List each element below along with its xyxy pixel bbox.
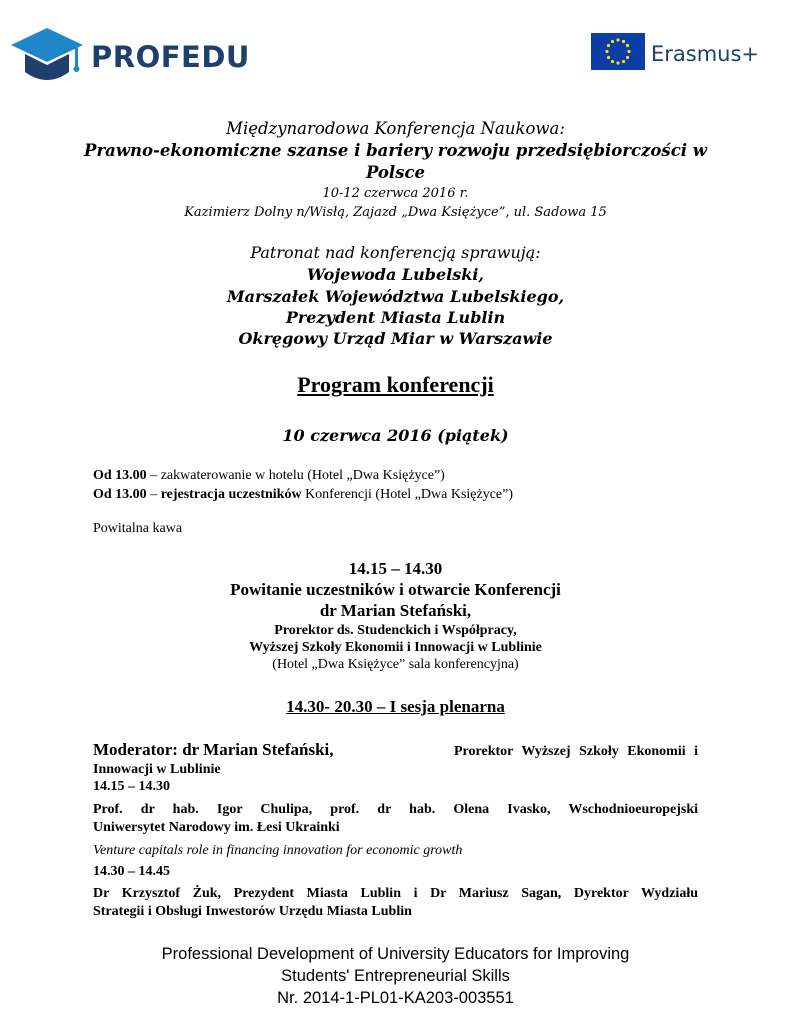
opening-role2: Wyższej Szkoły Ekonomii i Innowacji w Lublinie [249, 640, 542, 655]
profedu-logo [11, 28, 261, 84]
moderator-line [93, 740, 698, 762]
talk-authors-cont: Uniwersytet Narodowy im. Łesi Ukrainki [93, 820, 340, 835]
conference-intro: Międzynarodowa Konferencja Naukowa: [226, 119, 565, 138]
talk-authors: Prof. dr hab. Igor Chulipa, prof. dr hab. Olena Ivasko, Wschodnioeuropejski [93, 802, 698, 817]
erasmus-logo [591, 33, 781, 73]
patronage-intro: Patronat nad konferencją sprawują: [250, 243, 541, 262]
moderator-role: Prorektor Wyższej Szkoły Ekonomii i [454, 744, 698, 759]
day-heading: 10 czerwca 2016 (piątek) [282, 426, 509, 445]
welcome-coffee: Powitalna kawa [93, 521, 183, 536]
opening-role1: Prorektor ds. Studenckich i Współpracy, [274, 623, 517, 638]
talk-time: 14.30 – 14.45 [93, 864, 170, 879]
patron-item: Marszałek Województwa Lubelskiego, [226, 287, 565, 306]
erasmus-logo-text: Erasmus+ [651, 42, 760, 66]
footer-line1: Professional Development of University Educators for Improving [161, 945, 630, 963]
opening-location: (Hotel „Dwa Księżyce” sala konferencyjna) [272, 657, 519, 672]
program-heading: Program konferencji [297, 372, 494, 397]
moderator-role-cont: Innowacji w Lublinie [93, 762, 221, 777]
conference-venue: Kazimierz Dolny n/Wisłą, Zajazd „Dwa Księżyce”, ul. Sadowa 15 [184, 205, 607, 220]
eu-flag-icon [591, 33, 645, 70]
footer-line2: Students' Entrepreneurial Skills [281, 967, 510, 985]
footer-line3: Nr. 2014-1-PL01-KA203-003551 [277, 989, 514, 1007]
conference-title-line1: Prawno-ekonomiczne szanse i bariery rozwoju przedsiębiorczości w [84, 141, 707, 160]
talk-time: 14.15 – 14.30 [93, 779, 170, 794]
patron-item: Wojewoda Lubelski, [307, 265, 484, 284]
talk-authors: Dr Krzysztof Żuk, Prezydent Miasta Lublin i Dr Mariusz Sagan, Dyrektor Wydziału [93, 886, 698, 901]
moderator-label: Moderator: dr Marian Stefański, [93, 740, 334, 759]
arrival-time: Od 13.00 [93, 468, 147, 483]
talk-title: Venture capitals role in financing innovation for economic growth [93, 843, 463, 858]
conference-title-line2: Polsce [365, 163, 426, 182]
opening-time: 14.15 – 14.30 [348, 559, 443, 578]
patron-item: Okręgowy Urząd Miar w Warszawie [238, 329, 553, 348]
opening-speaker: dr Marian Stefański, [319, 601, 472, 620]
arrival-line: Od 13.00 – zakwaterowanie w hotelu (Hotel „Dwa Księżyce”) [93, 468, 445, 483]
talk-authors-cont: Strategii i Obsługi Inwestorów Urzędu Miasta Lublin [93, 904, 412, 919]
opening-title: Powitanie uczestników i otwarcie Konferencji [230, 580, 561, 599]
profedu-logo-text: PROFEDU [91, 40, 250, 74]
arrival-time: Od 13.00 [93, 487, 147, 502]
patron-item: Prezydent Miasta Lublin [285, 308, 506, 327]
conference-dates: 10-12 czerwca 2016 r. [322, 186, 469, 201]
session-heading: 14.30- 20.30 – I sesja plenarna [286, 697, 505, 716]
graduation-cap-icon [11, 28, 83, 84]
registration-line: Od 13.00 – rejestracja uczestników Konferencji (Hotel „Dwa Księżyce”) [93, 487, 514, 502]
